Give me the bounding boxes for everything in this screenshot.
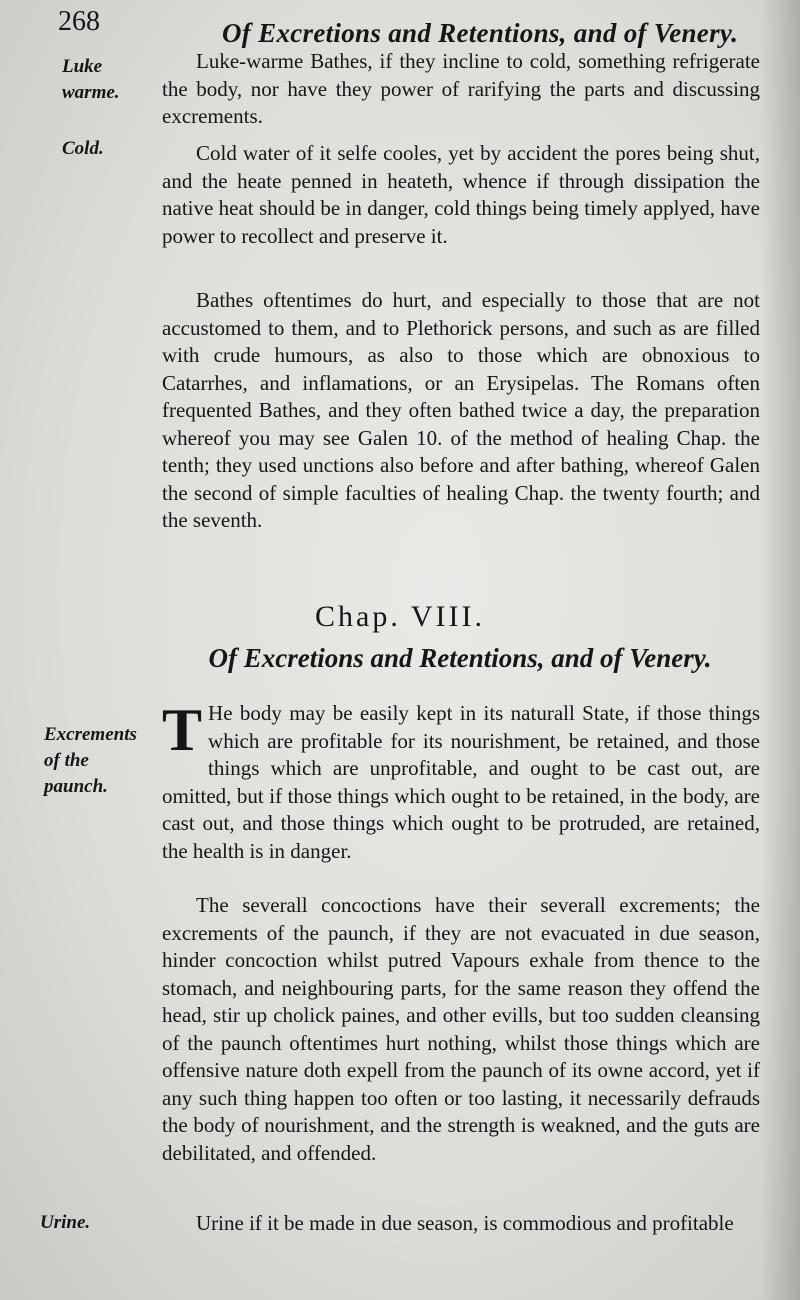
page-edge-shadow	[760, 0, 800, 1300]
page-number: 268	[58, 6, 100, 37]
chapter-title: Of Excretions and Retentions, and of Venery.	[208, 643, 712, 673]
paragraph-concoctions: The severall concoctions have their severall excrements; the excrements of the paunch, if they are not evacuated in due season, hinder concoction whilst putred Vapours exhale from thence to the stomach, and neighbouring parts, for the same reason they offend the head, stir up cholick paines, and other evills, but too sudden cleansing of the paunch oftentimes hurt nothing, whilst those things which are offensive nature doth expell from the paunch of its owne accord, yet if any such thing happen too often or too lasting, it necessarily defrauds the body of nourishment, and the strength is weakned, and the guts are debilitated, and offended.	[162, 893, 760, 1165]
paragraph-luke-warme: Luke-warme Bathes, if they incline to cold, something refrigerate the body, nor have they power of rarifying the parts and discussing excrements.	[162, 49, 760, 128]
running-head: Of Excretions and Retentions, and of Venery.	[222, 18, 739, 48]
margin-note-cold: Cold.	[62, 138, 104, 159]
chapter-number: Chap. VIII.	[315, 600, 485, 633]
paragraph-bathes: Bathes oftentimes do hurt, and especially to those that are not accustomed to them, and to Plethorick persons, and such as are filled with crude humours, as also to those which are obnoxious to Catarrhes, and inflamations, or an Erysipelas. The Romans often frequented Bathes, and they often bathed twice a day, the preparation whereof you may see Galen 10. of the method of healing Chap. the tenth; they used unctions also before and after bathing, whereof Galen the second of simple faculties of healing Chap. the twenty fourth; and the seventh.	[162, 288, 760, 532]
margin-note-excrements: Excrements of the paunch.	[44, 724, 137, 797]
margin-note-urine: Urine.	[40, 1212, 91, 1233]
paragraph-urine: Urine if it be made in due season, is commodious and profitable	[196, 1211, 734, 1235]
margin-note-luke-warme: Luke warme.	[62, 56, 120, 103]
drop-cap: T	[162, 697, 203, 763]
paragraph-cold-water: Cold water of it selfe cooles, yet by accident the pores being shut, and the heate penned in heateth, whence if through dissipation the native heat should be in danger, cold things being timely applyed, have power to recollect and preserve it.	[162, 141, 760, 248]
first-paragraph-text: He body may be easily kept in its naturall State, if those things which are profitable for its nourishment, be retained, and those things which are unprofitable, and ought to be cast out, are omitted, but if those things which ought to be retained, in the body, are cast out, and those things which ought to be protruded, are retained, the health is in danger.	[162, 701, 760, 863]
chapter-first-paragraph	[162, 697, 760, 865]
